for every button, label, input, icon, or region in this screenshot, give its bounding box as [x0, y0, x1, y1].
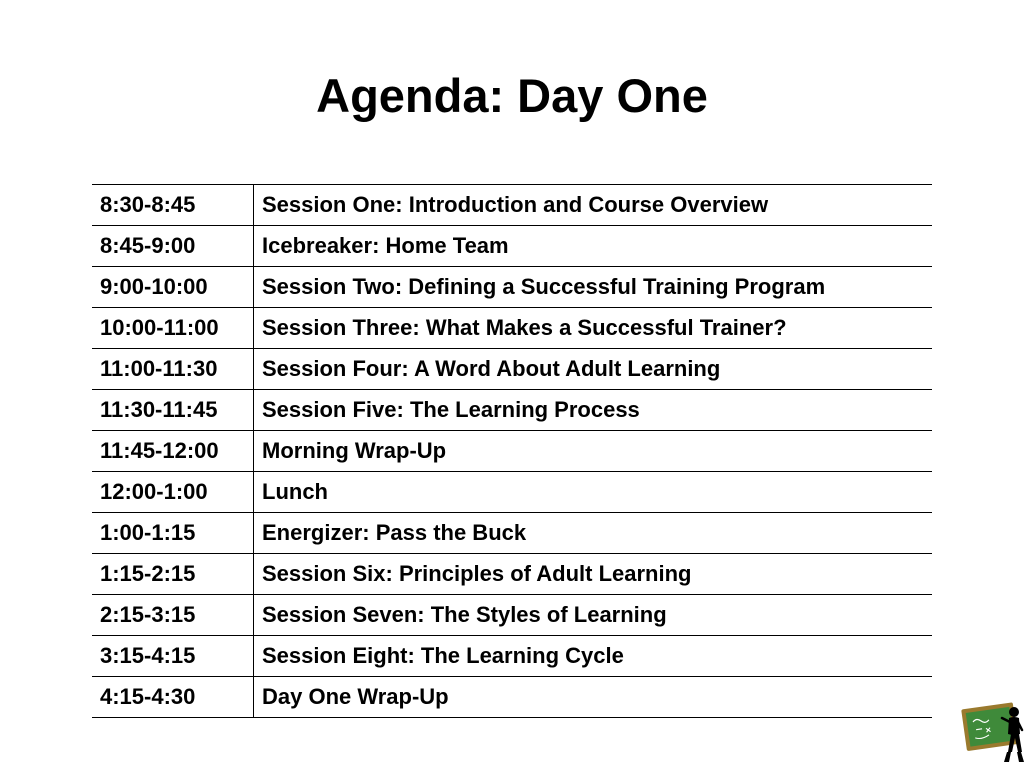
table-row: [92, 308, 932, 349]
table-row: [92, 431, 932, 472]
session-cell: Day One Wrap-Up: [254, 677, 933, 718]
session-cell: Icebreaker: Home Team: [254, 226, 933, 267]
time-cell: 11:00-11:30: [92, 349, 254, 390]
time-cell: 8:30-8:45: [92, 185, 254, 226]
session-cell: Session Eight: The Learning Cycle: [254, 636, 933, 677]
table-row: [92, 226, 932, 267]
time-cell: 1:15-2:15: [92, 554, 254, 595]
session-cell: Session Two: Defining a Successful Training Program: [254, 267, 933, 308]
agenda-table: [92, 184, 932, 718]
time-cell: 4:15-4:30: [92, 677, 254, 718]
time-cell: 8:45-9:00: [92, 226, 254, 267]
table-row: [92, 185, 932, 226]
table-row: [92, 472, 932, 513]
session-cell: Session Three: What Makes a Successful Trainer?: [254, 308, 933, 349]
session-cell: Session Seven: The Styles of Learning: [254, 595, 933, 636]
time-cell: 12:00-1:00: [92, 472, 254, 513]
time-cell: 1:00-1:15: [92, 513, 254, 554]
table-row: [92, 595, 932, 636]
table-row: [92, 390, 932, 431]
table-row: [92, 349, 932, 390]
teacher-chalkboard-icon: [960, 698, 1024, 768]
table-row: [92, 636, 932, 677]
table-row: [92, 513, 932, 554]
table-row: [92, 554, 932, 595]
time-cell: 11:45-12:00: [92, 431, 254, 472]
time-cell: 9:00-10:00: [92, 267, 254, 308]
table-row: [92, 677, 932, 718]
time-cell: 10:00-11:00: [92, 308, 254, 349]
session-cell: Session Four: A Word About Adult Learning: [254, 349, 933, 390]
time-cell: 11:30-11:45: [92, 390, 254, 431]
session-cell: Session One: Introduction and Course Overview: [254, 185, 933, 226]
time-cell: 3:15-4:15: [92, 636, 254, 677]
time-cell: 2:15-3:15: [92, 595, 254, 636]
session-cell: Lunch: [254, 472, 933, 513]
session-cell: Morning Wrap-Up: [254, 431, 933, 472]
session-cell: Session Six: Principles of Adult Learning: [254, 554, 933, 595]
table-row: [92, 267, 932, 308]
session-cell: Session Five: The Learning Process: [254, 390, 933, 431]
slide-title: Agenda: Day One: [316, 69, 708, 122]
session-cell: Energizer: Pass the Buck: [254, 513, 933, 554]
